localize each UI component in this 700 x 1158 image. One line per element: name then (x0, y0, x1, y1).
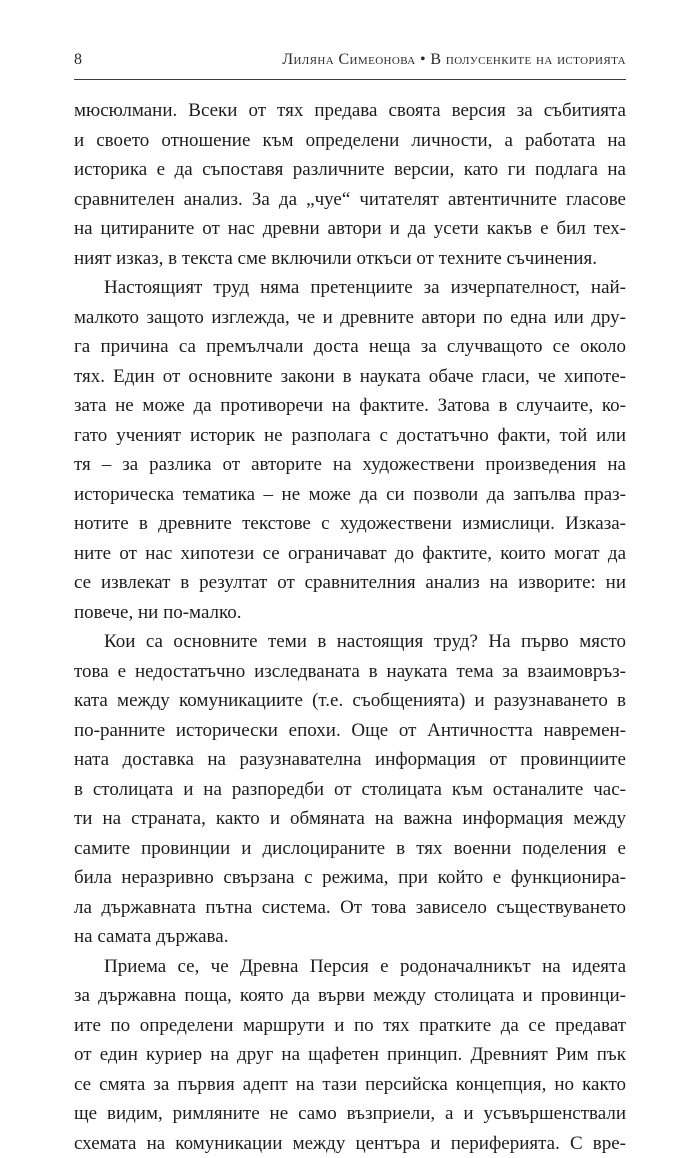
text-line: в столицата и на разпоредби от столицата към останалите час- (74, 775, 626, 805)
text-line: историка е да съпоставя различните версии, като ги подлага на (74, 155, 626, 185)
text-line: га причина са премълчали доста неща за случващото се около (74, 332, 626, 362)
text-line: повече, ни по-малко. (74, 598, 626, 628)
text-line: схемата на комуникации между центъра и периферията. С вре- (74, 1129, 626, 1158)
text-line: по-ранните исторически епохи. Още от Античността навремен- (74, 716, 626, 746)
text-line: сравнителен анализ. За да „чуе“ читателят автентичните гласове (74, 185, 626, 215)
text-line: самите провинции и дислоцираните в тях военни поделения е (74, 834, 626, 864)
text-line: нотите в древните текстове с художествени измислици. Изказа- (74, 509, 626, 539)
text-line: на самата държава. (74, 922, 626, 952)
text-line: ще видим, римляните не само възприели, а и усъвършенствали (74, 1099, 626, 1129)
text-line: за държавна поща, която да върви между столицата и провинци- (74, 981, 626, 1011)
text-line: на цитираните от нас древни автори и да усети какъв е бил тех- (74, 214, 626, 244)
text-line: Кои са основните теми в настоящия труд? На първо място (74, 627, 626, 657)
text-line: ката между комуникациите (т.е. съобщенията) и разузнаването в (74, 686, 626, 716)
body-text (74, 96, 626, 1158)
running-title: Лиляна Симеонова • В полусенките на историята (282, 51, 626, 69)
text-line: ти на страната, както и обмяната на важна информация между (74, 804, 626, 834)
text-line: гато ученият историк не разполага с достатъчно факти, той или (74, 421, 626, 451)
text-line: тях. Един от основните закони в науката обаче гласи, че хипоте- (74, 362, 626, 392)
text-line: мюсюлмани. Всеки от тях предава своята версия за събитията (74, 96, 626, 126)
text-line: била неразривно свързана с режима, при който е функционира- (74, 863, 626, 893)
text-line: се извлекат в резултат от сравнителния анализ на изворите: ни (74, 568, 626, 598)
text-line: историческа тематика – не може да си позволи да запълва праз- (74, 480, 626, 510)
header-rule (74, 79, 626, 80)
text-line: се смята за първия адепт на тази персийска концепция, но както (74, 1070, 626, 1100)
text-line: ната доставка на разузнавателна информация от провинциите (74, 745, 626, 775)
text-line: Приема се, че Древна Персия е родоначалникът на идеята (74, 952, 626, 982)
text-line: и своето отношение към определени личности, а работата на (74, 126, 626, 156)
text-line: ните от нас хипотези се ограничават до фактите, които могат да (74, 539, 626, 569)
text-line: от един куриер на друг на щафетен принцип. Древният Рим пък (74, 1040, 626, 1070)
text-line: ла държавната пътна система. От това зависело съществуването (74, 893, 626, 923)
text-line: тя – за разлика от авторите на художествени произведения на (74, 450, 626, 480)
page-number: 8 (74, 51, 82, 69)
text-line: ният изказ, в текста сме включили откъси от техните съчинения. (74, 244, 626, 274)
text-line: това е недостатъчно изследваната в науката тема за взаимовръз- (74, 657, 626, 687)
text-line: малкото защото изглежда, че и древните автори по една или дру- (74, 303, 626, 333)
text-line: Настоящият труд няма претенциите за изчерпателност, най- (74, 273, 626, 303)
running-head (74, 51, 626, 77)
text-line: ите по определени маршрути и по тях пратките да се предават (74, 1011, 626, 1041)
text-line: зата не може да противоречи на фактите. Затова в случаите, ко- (74, 391, 626, 421)
